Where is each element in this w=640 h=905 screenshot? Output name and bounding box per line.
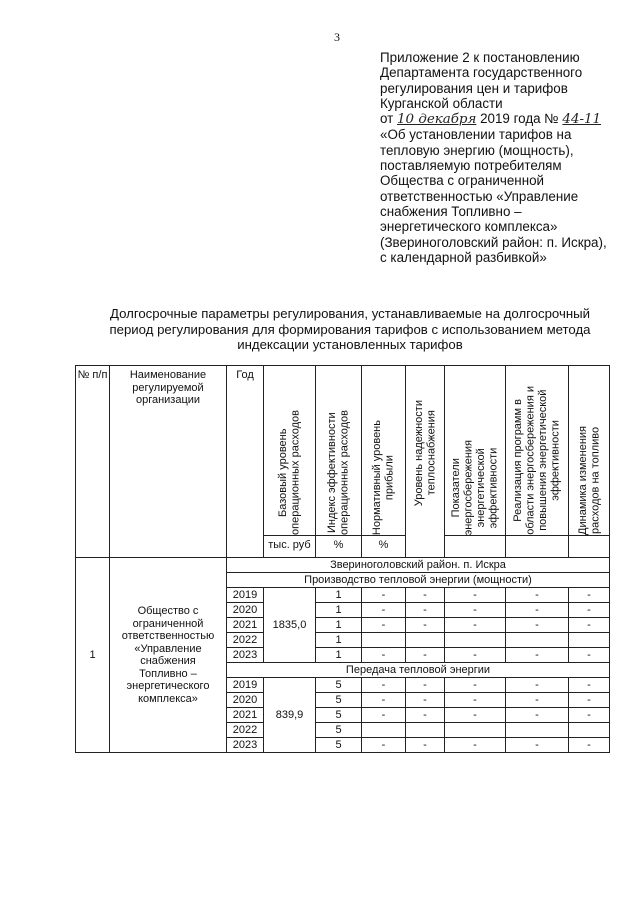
value-cell: -: [445, 588, 506, 603]
value-cell: -: [445, 648, 506, 663]
value-cell: -: [445, 738, 506, 753]
value-cell: -: [362, 693, 406, 708]
value-cell: -: [506, 618, 569, 633]
row-number: 1: [76, 558, 110, 753]
appendix-subject-line: Общества с ограниченной: [380, 173, 545, 189]
appendix-date-line: [380, 111, 635, 127]
year-cell: 2021: [227, 708, 264, 723]
year-cell: 2020: [227, 603, 264, 618]
section-title: Передача тепловой энергии: [227, 663, 610, 678]
header-line: Уровень надежности: [412, 400, 425, 507]
appendix-subject: [380, 127, 635, 265]
header-line: Показатели: [450, 457, 462, 517]
value-cell: [506, 723, 569, 738]
unit-base: тыс. руб: [264, 536, 316, 558]
appendix-subject-line: ответственностью «Управление: [380, 188, 579, 204]
title-line: Долгосрочные параметры регулирования, устанавливаемые на долгосрочный: [110, 306, 590, 321]
efficiency-index-cell: 1: [316, 603, 362, 618]
appendix-subject-line: тепловую энергию (мощность),: [380, 142, 574, 158]
document-title: [70, 306, 630, 353]
appendix-subject-line: поставляемую потребителям: [380, 158, 562, 174]
appendix-subject-line: с календарной разбивкой»: [380, 249, 547, 265]
value-cell: -: [406, 648, 445, 663]
year-cell: 2023: [227, 738, 264, 753]
base-opex-cell: 839,9: [264, 678, 316, 753]
unit-empty: [445, 536, 506, 558]
title-line: период регулирования для формирования тарифов с использованием метода: [109, 321, 591, 337]
value-cell: -: [569, 648, 610, 663]
value-cell: -: [406, 588, 445, 603]
page-number: 3: [334, 30, 340, 44]
value-cell: [406, 723, 445, 738]
value-cell: [445, 633, 506, 648]
title-line: индексации установленных тарифов: [237, 337, 463, 352]
header-line: операционных расходов: [338, 410, 351, 535]
appendix-line: регулирования цен и тарифов: [380, 80, 568, 96]
value-cell: -: [506, 648, 569, 663]
header-line: повышения энергетической: [537, 390, 549, 532]
handwritten-number: 44-11: [562, 112, 602, 128]
value-cell: -: [406, 618, 445, 633]
value-cell: -: [506, 603, 569, 618]
header-line: области энергосбережения и: [524, 386, 537, 535]
unit-index: %: [316, 536, 362, 558]
header-line: энергосбережения: [462, 439, 475, 535]
value-cell: -: [362, 738, 406, 753]
value-cell: -: [362, 708, 406, 723]
header-line: Реализация программ в: [512, 399, 524, 522]
header-line: операционных расходов: [289, 410, 302, 535]
value-cell: -: [445, 693, 506, 708]
header-line: теплоснабжения: [425, 410, 437, 496]
header-dynamics: [569, 366, 610, 536]
value-cell: -: [406, 678, 445, 693]
value-cell: -: [569, 678, 610, 693]
efficiency-index-cell: 5: [316, 708, 362, 723]
value-cell: -: [569, 738, 610, 753]
header-norm: [362, 366, 406, 536]
value-cell: [362, 723, 406, 738]
value-cell: -: [506, 738, 569, 753]
value-cell: -: [569, 618, 610, 633]
appendix-header: [380, 50, 635, 265]
parameters-table: [75, 365, 610, 753]
header-indicators: [445, 366, 506, 536]
year-cell: 2019: [227, 678, 264, 693]
value-cell: [362, 633, 406, 648]
efficiency-index-cell: 1: [316, 618, 362, 633]
value-cell: [406, 633, 445, 648]
value-cell: -: [406, 708, 445, 723]
year-cell: 2019: [227, 588, 264, 603]
value-cell: -: [445, 618, 506, 633]
year-cell: 2020: [227, 693, 264, 708]
efficiency-index-cell: 5: [316, 678, 362, 693]
value-cell: -: [362, 588, 406, 603]
appendix-subject-line: «Об установлении тарифов на: [380, 127, 572, 143]
value-cell: -: [506, 708, 569, 723]
header-name: Наименование регулируемой организации: [110, 366, 227, 558]
value-cell: [569, 633, 610, 648]
year-cell: 2023: [227, 648, 264, 663]
header-line: эффективности: [549, 420, 562, 501]
organization-name: Общество с ограниченной ответственностью «Управление снабжения Топливно – энергетического комплекса»: [110, 558, 227, 753]
header-line: прибыли: [383, 454, 396, 500]
header-line: Динамика изменения: [576, 426, 589, 535]
efficiency-index-cell: 5: [316, 723, 362, 738]
header-line: Нормативный уровень: [371, 419, 383, 535]
header-line: Индекс эффективности: [326, 412, 338, 533]
appendix-line: Приложение 2 к постановлению: [380, 50, 580, 65]
value-cell: -: [569, 708, 610, 723]
header-num: № п/п: [76, 366, 110, 558]
date-year: 2019 года №: [480, 111, 559, 127]
value-cell: -: [506, 678, 569, 693]
value-cell: -: [445, 678, 506, 693]
unit-norm: %: [362, 536, 406, 558]
value-cell: -: [569, 588, 610, 603]
value-cell: [445, 723, 506, 738]
value-cell: -: [445, 603, 506, 618]
header-base: [264, 366, 316, 536]
value-cell: -: [362, 618, 406, 633]
header-line: энергетической: [475, 447, 487, 527]
value-cell: [569, 723, 610, 738]
date-prefix: от: [380, 111, 394, 127]
appendix-subject-line: энергетического комплекса»: [380, 219, 558, 235]
value-cell: -: [406, 693, 445, 708]
year-cell: 2021: [227, 618, 264, 633]
value-cell: -: [569, 603, 610, 618]
efficiency-index-cell: 5: [316, 693, 362, 708]
year-cell: 2022: [227, 633, 264, 648]
district-title: Звериноголовский район. п. Искра: [227, 558, 610, 573]
efficiency-index-cell: 1: [316, 588, 362, 603]
handwritten-date: 10 декабря: [397, 112, 477, 128]
header-index: [316, 366, 362, 536]
value-cell: -: [506, 693, 569, 708]
value-cell: -: [569, 693, 610, 708]
unit-empty: [569, 536, 610, 558]
value-cell: -: [445, 708, 506, 723]
efficiency-index-cell: 1: [316, 648, 362, 663]
base-opex-cell: 1835,0: [264, 588, 316, 663]
value-cell: -: [362, 648, 406, 663]
appendix-line: Курганской области: [380, 95, 503, 111]
value-cell: [506, 633, 569, 648]
appendix-subject-line: (Звериноголовский район: п. Искра),: [380, 234, 607, 250]
year-cell: 2022: [227, 723, 264, 738]
value-cell: -: [506, 588, 569, 603]
unit-empty: [506, 536, 569, 558]
header-line: эффективности: [487, 446, 500, 528]
section-title: Производство тепловой энергии (мощности): [227, 573, 610, 588]
value-cell: -: [362, 603, 406, 618]
appendix-subject-line: снабжения Топливно –: [380, 203, 522, 219]
value-cell: -: [406, 738, 445, 753]
header-reliability: [406, 366, 445, 558]
header-line: расходов на топливо: [589, 426, 601, 535]
header-year: Год: [227, 366, 264, 558]
value-cell: -: [406, 603, 445, 618]
header-programs: [506, 366, 569, 536]
efficiency-index-cell: 5: [316, 738, 362, 753]
appendix-line: Департамента государственного: [380, 65, 583, 81]
efficiency-index-cell: 1: [316, 633, 362, 648]
value-cell: -: [362, 678, 406, 693]
header-line: Базовый уровень: [277, 428, 289, 517]
